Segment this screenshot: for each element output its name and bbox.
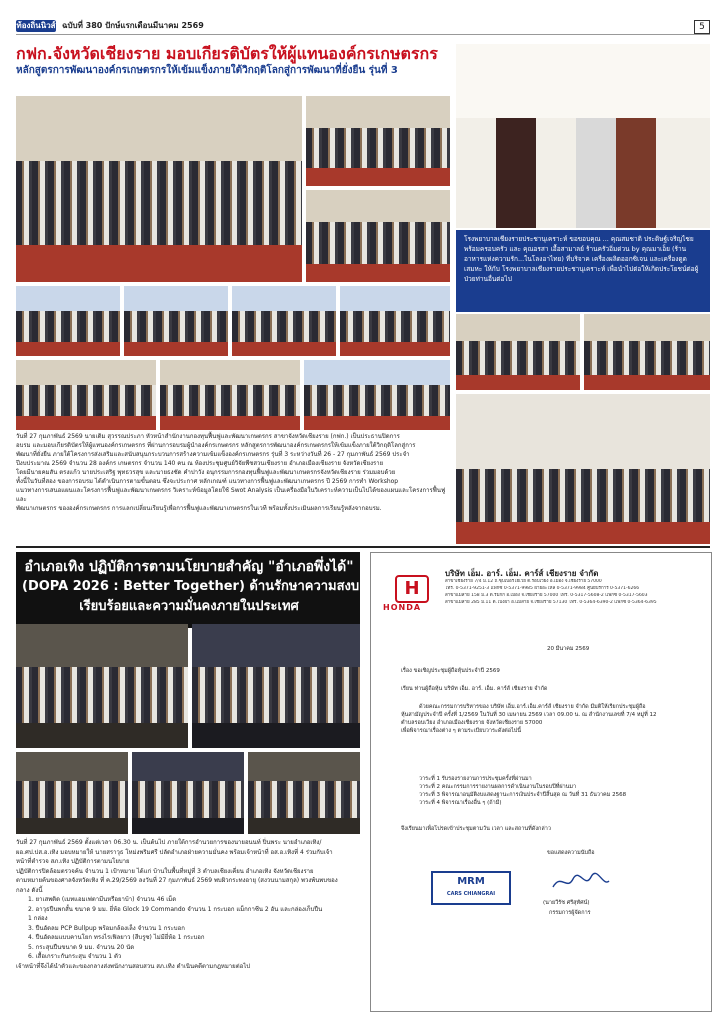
letter-body <box>401 703 701 735</box>
letter-closing: จึงเรียนมาเพื่อโปรดเข้าประชุมตามวัน เวลา และสถานที่ดังกล่าว <box>401 826 551 832</box>
ceremony-group-photo <box>16 96 302 282</box>
letter-body-line: เพื่อพิจารณาเรื่องต่าง ๆ ตามระเบียบวาระดังต่อไปนี้ <box>401 728 522 734</box>
classroom-photo-4 <box>340 286 450 356</box>
article2-title-line1: อำเภอเทิง ปฏิบัติการตามนโยบายสำคัญ "อำเภอพึ่งได้" <box>24 559 354 575</box>
honda-letter <box>370 552 712 1012</box>
article1-headline: กฟก.จังหวัดเชียงราย มอบเกียรติบัตรให้ผู้แทนองค์กรเกษตรกร <box>16 44 438 63</box>
hospital-donation-photo <box>456 44 710 228</box>
evidence-list <box>16 895 360 962</box>
agenda-item: วาระที่ 4 พิจารณาเรื่องอื่น ๆ (ถ้ามี) <box>419 800 502 806</box>
article1-paragraph: วันที่ 27 กุมภาพันธ์ 2569 นายเดิม สุวรรณประภา หัวหน้าสำนักงานกองทุนฟื้นฟูและพัฒนาเกษตรกร สาขาจังหวัดเชียงราย (กฟก.) เป็นประธานปิดการ <box>16 433 400 440</box>
stamp-subtext: CARS CHIANGRAI <box>446 891 496 897</box>
article2-paragraph: ตามหมายค้นของศาลจังหวัดเทิง ที่ ค.29/2569 ลงวันที่ 27 กุมภาพันธ์ 2569 พบผิวกระทงอายุ (สงวนนามสกุล) พวงพ้นพบของ <box>16 877 338 884</box>
letter-address: สาขาแม่สาย 158 ม.3 ต.ริมกก อ.เมือง จ.เชียงราย 57000 โทร. 0-5317-5608-2 แฟกซ์ 0-5317-5603 <box>445 593 648 598</box>
letter-regards: ขอแสดงความนับถือ <box>547 850 595 856</box>
list-item: 1. ยาเสพติด (เมทแอมเฟตามีนหรือยาบ้า) จำนวน 46 เม็ด <box>28 896 177 903</box>
section-divider <box>16 546 710 548</box>
article1-paragraph: โดยมีนายคมสัน ตรงแก้ว นายประเสริฐ พุทธวรสุข และนายธงชัด คำปาวัง อนุกรรมการกองทุนฟื้นฟูและพัฒนาเกษตรกรจังหวัดเชียงราย ร่วมมอบด้วย <box>16 469 396 476</box>
classroom-photo-3 <box>232 286 336 356</box>
article1-paragraph: พัฒนาที่ยั่งยืน ภายใต้โครงการส่งเสริมและสนับสนุนกระบวนการสร้างความเข้มแข็งองค์กรเกษตรกร รุ่นที่ 3 ระหว่างวันที่ 26 - 27 กุมภาพันธ์ 2569 ประจำ <box>16 451 410 458</box>
letter-recipient: เรียน ท่านผู้ถือหุ้น บริษัท เอ็ม. อาร์. เอ็ม. คาร์ส์ เชียงราย จำกัด <box>401 686 548 692</box>
article2-title-line3: เรียบร้อยและความมั่นคงภายในประเทศ <box>79 599 299 614</box>
honda-logo-icon <box>395 575 429 603</box>
certificate-photo-4 <box>160 360 300 430</box>
article1-paragraph: แนวทางการเสนอแผนและโครงการฟื้นฟูและพัฒนาเกษตรกร วิเคราะห์ข้อมูลโดยใช้ Swot Analysis เป็นเครื่องมือในวิเคราะห์ความเป็นไปได้ของแผนและโครงการฟื้นฟูและ <box>16 487 446 503</box>
letter-agenda <box>419 775 709 807</box>
page-number: 5 <box>694 20 710 34</box>
article2-paragraph: หน้าที่ตำรวจ สภ.เทิง ปฏิบัติการตามนโยบาย <box>16 858 130 865</box>
article1-paragraph: พัฒนาเกษตรกร ขององค์กรเกษตรกร การแลกเปลี่ยนเรียนรู้เพื่อการฟื้นฟูและพัฒนาเกษตรกรในเวที พร้อมทั้งประเมินผลการเรียนรู้หลังจากอบรม. <box>16 505 382 512</box>
list-item: 2. อาวุธปืนพกสั้น ขนาด 9 มม. ยี่ห้อ Glock 19 Commando จำนวน 1 กระบอก แม็กกาซีน 2 อัน และกล่องเก็บปืน <box>28 905 323 913</box>
letter-address: สาขาแม่สาย 285 ม.11 ต.โป่งผา อ.แม่สาย จ.เชียงราย 57130 โทร. 0-5364-6390-2 แฟกซ์ 0-5364-6395 <box>445 600 657 605</box>
certificate-photo-2 <box>306 190 450 282</box>
article2-title-box <box>16 552 360 628</box>
article2-paragraph: ผอ.ศป.ปส.อ.เทิง มอบหมายให้ นายสราวุธ โหม่งพริมศรี ปลัดอำเภอฝ่ายความมั่นคง พร้อมเจ้าหน้าที่ อส.อ.เทิงที่ 4 ร่วมกับเจ้า <box>16 848 333 856</box>
certificate-photo-3 <box>16 360 156 430</box>
operation-photo-2 <box>192 624 360 748</box>
list-item: 1 กล่อง <box>28 915 48 922</box>
agenda-item: วาระที่ 2 คณะกรรมการรายงานผลการดำเนินงานในรอบปีที่ผ่านมา <box>419 784 577 790</box>
newspaper-logo: ท้องถิ่นนิวส์ <box>16 21 56 30</box>
workshop-photo <box>456 394 710 544</box>
letter-address: โทร. 0-5371-9251-3 แฟกซ์ 0-5371-9985 ฝ่ายอะไหล่ 0-5371-9984 ศูนย์บริการ 0-5371-6266 <box>445 586 640 591</box>
agenda-item: วาระที่ 1 รับรองรายงานการประชุมครั้งที่ผ่านมา <box>419 776 532 782</box>
operation-photo-4 <box>132 752 244 834</box>
classroom-photo-2 <box>124 286 228 356</box>
article2-paragraph: วันที่ 27 กุมภาพันธ์ 2569 ตั้งแต่เวลา 06.30 น. เป็นต้นไป ภายใต้การอำนวยการของนายอนนท์ ปิ่นพระ นายอำเภอเทิง/ <box>16 839 322 846</box>
honda-wordmark: HONDA <box>383 603 422 612</box>
article2-paragraph: กลาง ดังนี้ <box>16 886 43 894</box>
article2-paragraph: ปฏิบัติการปิดล้อมตรวจค้น จำนวน 1 เป้าหมาย ได้แก่ บ้านในพื้นที่หมู่ที่ 3 ตำบลเชียงเคี่ยน อำเภอเทิง จังหวัดเชียงราย <box>16 867 314 875</box>
letter-address: สาขาเชียงราย 7/4 ม.12 ถ.ซุปเปอร์ไฮเวย์ ต.รอบเวียง อ.เมือง จ.เชียงราย 57000 <box>445 579 602 584</box>
article2-title-line2: (DOPA 2026 : Better Together) ด้านรักษาความสงบ <box>22 579 360 594</box>
article1-paragraph: อบรม และมอบเกียรติบัตรให้ผู้แทนองค์กรเกษตรกร ที่ผ่านการอบรมผู้นำองค์กรเกษตรกร หลักสูตรการพัฒนาองค์กรเกษตรกรให้เข้มแข็งภายใต้วิกฤติโลกสู่การ <box>16 442 416 449</box>
letter-body-line: ตำบลรอบเวียง อำเภอเมืองเชียงราย จังหวัดเชียงราย 57000 <box>401 720 543 726</box>
company-stamp <box>431 871 511 905</box>
article2-body <box>16 838 360 971</box>
hospital-caption-box <box>456 230 710 312</box>
issue-label: ฉบับที่ 380 ปักษ์แรกเดือนมีนาคม 2569 <box>62 21 204 30</box>
article1-subhead: หลักสูตรการพัฒนาองค์กรเกษตรกรให้เข้มแข็งภายใต้วิกฤติโลกสู่การพัฒนาที่ยั่งยืน รุ่นที่ 3 <box>16 65 398 76</box>
letter-signer-title: กรรมการผู้จัดการ <box>549 910 591 916</box>
operation-photo-3 <box>16 752 128 834</box>
article1-body <box>16 432 450 513</box>
classroom-photo-1 <box>16 286 120 356</box>
certificate-photo-1 <box>306 96 450 186</box>
letter-signer: (นายวีรัช ศรีสุทัศน์) <box>543 900 590 906</box>
agenda-item: วาระที่ 3 พิจารณาอนุมัติงบแสดงฐานะการเงินประจำปีสิ้นสุด ณ วันที่ 31 ธันวาคม 2568 <box>419 792 627 798</box>
signature-icon <box>551 871 611 893</box>
article1-paragraph: ปีงบประมาณ 2569 จำนวน 28 องค์กร เกษตรกร จำนวน 140 คน ณ ห้องประชุมศูนย์วิจัยพืชสวนเชียงราย อำเภอเมืองเชียงราย จังหวัดเชียงราย <box>16 460 384 467</box>
meeting-photo-1 <box>456 314 580 390</box>
article2-closing: เจ้าหน้าที่จึงได้นำตัวและของกลางส่งพนักงานสอบสวน สภ.เทิง ดำเนินคดีตามกฎหมายต่อไป <box>16 962 251 970</box>
meeting-photo-2 <box>584 314 710 390</box>
letter-body-line: หุ้นสามัญประจำปี ครั้งที่ 1/2569 ในวันที่ 30 เมษายน 2569 เวลา 09.00 น. ณ สำนักงานเลขที่ 7/4 หมู่ที่ 12 <box>401 712 657 718</box>
operation-photo-1 <box>16 624 188 748</box>
letter-body-line: ด้วยคณะกรรมการบริหารของ บริษัท เอ็ม.อาร์.เอ็ม.คาร์ส์ เชียงราย จำกัด มีมติให้เรียกประชุมผู้ถือ <box>419 704 646 710</box>
speaker-photo <box>304 360 450 430</box>
article1-paragraph: ทั้งนี้ในวันที่สอง ของการอบรม ได้ดำเนินการตามขั้นตอน ซึ่งจะประกาศ หลักเกณฑ์ แนวทางการฟื้นฟูและพัฒนาเกษตรกร ปี 2569 การทำ Workshop <box>16 478 399 485</box>
letter-company: บริษัท เอ็ม. อาร์. เอ็ม. คาร์ส์ เชียงราย จำกัด <box>445 569 599 578</box>
hospital-caption-text: โรงพยาบาลเชียงรายประชานุเคราะห์ ขอขอบคุณ ... คุณสมชาติ ประดิษฐ์เจริญไชย พร้อมครอบครัว และ คุณอรสา เอื้อสามาลย์ ร้านครัวอิ่มด่วน by คุณมาเอ็ย (ร้านอาหารแห่งความรัก...ในโลงอาไทย) ที่บริจาค เครื่องผลิตออกซิเจน และเครื่องดูดเสมหะ ให้กับ โรงพยาบาลเชียงรายประชานุเคราะห์ เพื่อนำไปต่อให้เกิดประโยชน์ต่อผู้ป่วยท่านอื่นต่อไป <box>464 235 699 283</box>
evidence-photo <box>248 752 360 834</box>
list-item: 3. ปืนอัดลม PCP Bullpup พร้อมกล้องเล็ง จำนวน 1 กระบอก <box>28 924 185 932</box>
page-header <box>16 20 710 35</box>
list-item: 6. เสื้อเกราะกันกระสุน จำนวน 1 ตัว <box>28 953 122 960</box>
list-item: 4. ปืนอัดลมแบบคานโยก ทรงไรเฟิลยาว (สีบรูซ) ไม่มียี่ห้อ 1 กระบอก <box>28 934 205 941</box>
list-item: 5. กระสุนปืนขนาด 9 มม. จำนวน 20 นัด <box>28 943 135 951</box>
letter-date: 20 มีนาคม 2569 <box>547 646 590 652</box>
letter-subject: เรื่อง ขอเชิญประชุมผู้ถือหุ้นประจำปี 2569 <box>401 668 500 674</box>
stamp-text: MRM <box>457 876 485 887</box>
